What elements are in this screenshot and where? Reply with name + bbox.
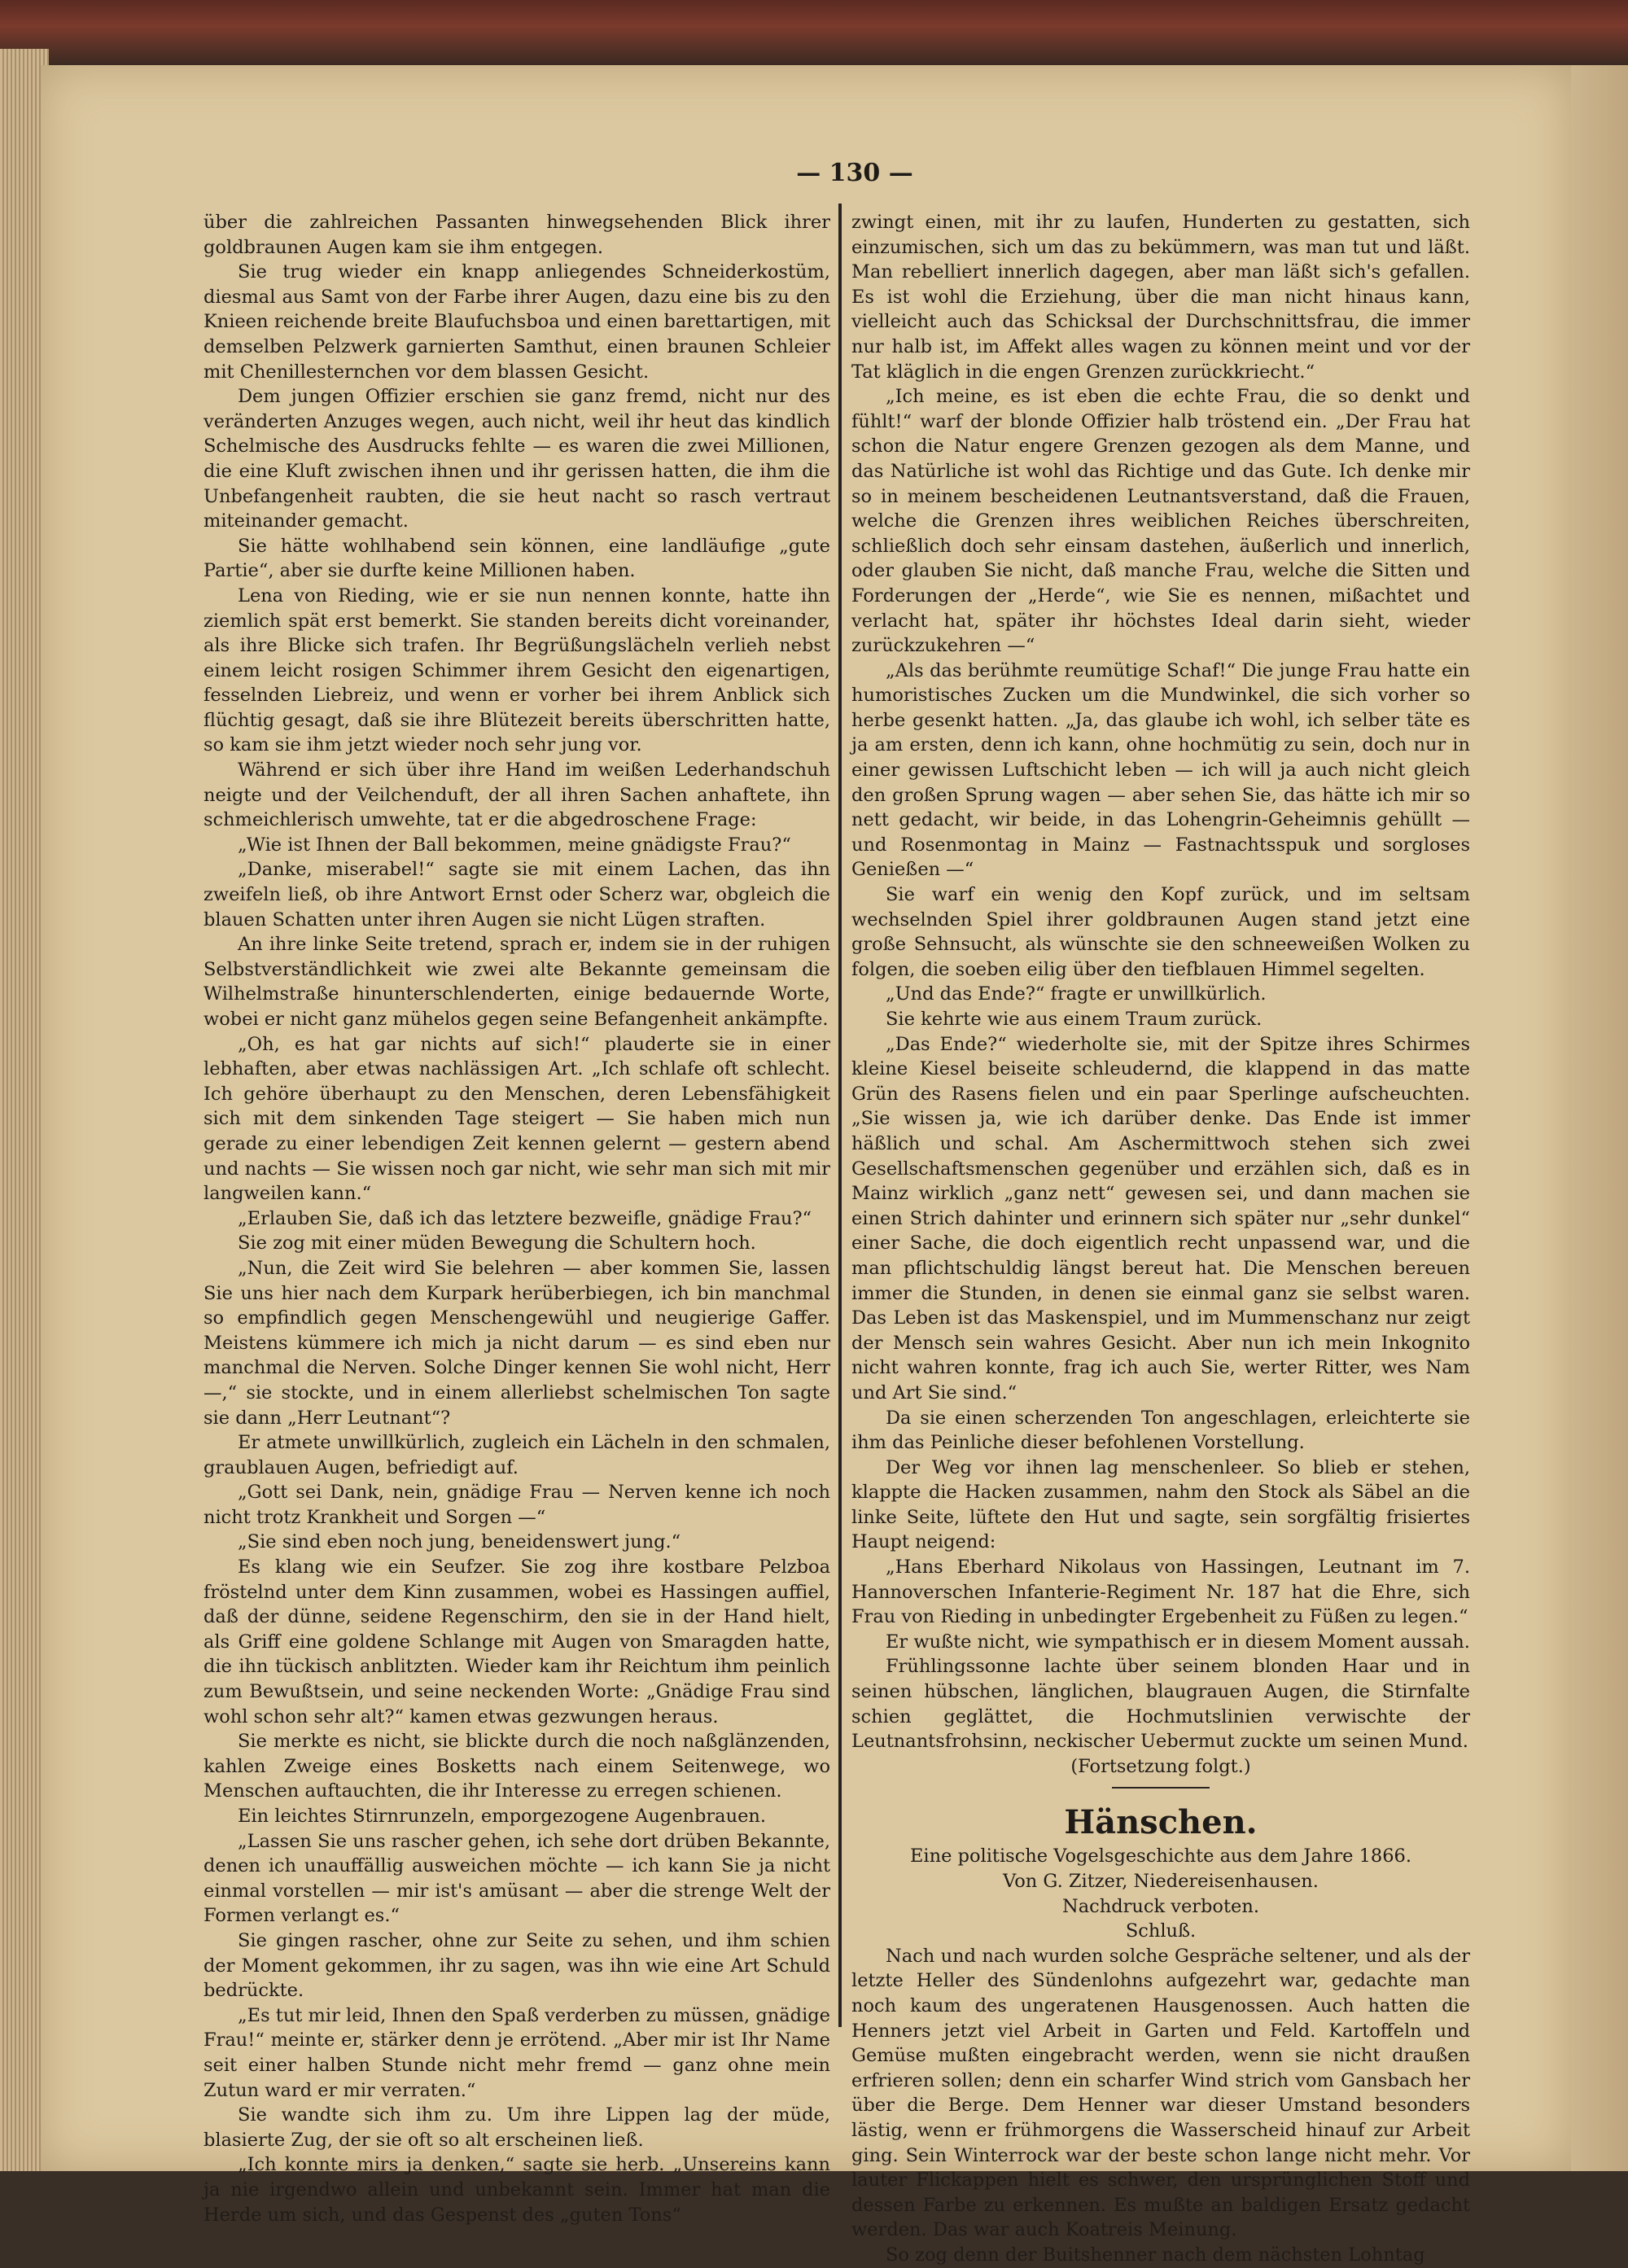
story-title: Hänschen. xyxy=(1064,1803,1258,1842)
paragraph: Es klang wie ein Seufzer. Sie zog ihre kostbare Pelzboa fröstelnd unter dem Kinn zusammen, wobei es Hassingen auffiel, daß der dünne, seidene Regenschirm, den sie in der Hand hielt, als Griff eine goldene Schlange mit Augen von Smaragden hatte, die ihn tückisch anblitzten. Wieder kam ihr Reichtum ihm peinlich zum Bewußtsein, und seine neckenden Worte: „Gnädige Frau sind wohl schon sehr alt?“ kamen etwas gezwungen heraus. xyxy=(204,1557,830,1727)
left-column xyxy=(204,210,830,2227)
paragraph: An ihre linke Seite tretend, sprach er, indem sie in der ruhigen Selbstverständlichkeit wie zwei alte Bekannte gemeinsam die Wilhelmstraße hinunterschlenderten, einige bedauernde Worte, wobei er nicht ganz mühelos gegen seine Befangenheit ankämpfte. xyxy=(204,934,830,1030)
paragraph: Sie kehrte wie aus einem Traum zurück. xyxy=(886,1009,1263,1030)
paragraph: So zog denn der Buitshenner nach dem nächsten Lohntag xyxy=(886,2244,1425,2266)
paragraph: Sie wandte sich ihm zu. Um ihre Lippen lag der müde, blasierte Zug, der sie oft so alt erscheinen ließ. xyxy=(204,2104,830,2151)
right-page-edge xyxy=(1571,65,1628,2171)
continuation-note: (Fortsetzung folgt.) xyxy=(1070,1755,1251,1777)
paragraph: „Wie ist Ihnen der Ball bekommen, meine gnädigste Frau?“ xyxy=(238,834,791,856)
story-author: Von G. Zitzer, Niedereisenhausen. xyxy=(1003,1871,1319,1892)
paragraph: Nach und nach wurden solche Gespräche seltener, und als der letzte Heller des Sündenlohns aufgezehrt war, gedachte man noch kaum des ungeratenen Hausgenossen. Auch hatten die Henners jetzt viel Arbeit in Garten und Feld. Kartoffeln und Gemüse mußten eingebracht werden, wenn sie nicht draußen erfrieren sollen; denn ein scharfer Wind strich vom Gansbach her über die Berge. Dem Henner war dieser Umstand besonders lästig, wenn er frühmorgens die Wasserscheid hinauf zur Arbeit ging. Sein Winterrock war der beste schon lange nicht mehr. Vor lauter Flickappen hielt es schwer, den ursprünglichen Stoff und dessen Farbe zu erkennen. Es mußte an baldigen Ersatz gedacht werden. Das war auch Koatreis Meinung. xyxy=(851,1945,1470,2241)
paragraph: Sie gingen rascher, ohne zur Seite zu sehen, und ihm schien der Moment gekommen, ihr zu sagen, was ihn wie eine Art Schuld bedrückte. xyxy=(204,1929,830,2002)
paragraph: „Und das Ende?“ fragte er unwillkürlich. xyxy=(886,983,1267,1005)
paragraph: „Es tut mir leid, Ihnen den Spaß verderben zu müssen, gnädige Frau!“ meinte er, stärker denn je errötend. „Aber mir ist Ihr Name seit einer halben Stunde nicht mehr fremd — ganz ohne mein Zutun ward er mir verraten.“ xyxy=(204,2004,830,2101)
paragraph: Dem jungen Offizier erschien sie ganz fremd, nicht nur des veränderten Anzuges wegen, auch nicht, weil ihr heut das kindlich Schelmische des Ausdrucks fehlte — es waren die zwei Millionen, die eine Kluft zwischen ihnen und ihr gerissen hatten, die ihm die Unbefangenheit raubten, die sie heut nacht so rasch vertraut miteinander gemacht. xyxy=(204,386,830,532)
story-continuation-text xyxy=(851,210,1470,1754)
paragraph: „Als das berühmte reumütige Schaf!“ Die junge Frau hatte ein humoristisches Zucken um die Mundwinkel, die sich vorher so herbe gesenkt hatten. „Ja, das glaube ich wohl, ich selber täte es ja am ersten, denn ich kann, ohne hochmütig zu sein, doch nur in einer gewissen Luftschicht leben — ich will ja auch nicht gleich den großen Sprung wagen — aber sehen Sie, das hätte ich mir so nett gedacht, wir beide, in das Lohengrin-Geheimnis gehüllt — und Rosenmontag in Mainz — Fastnachtsspuk und sorgloses Genießen —“ xyxy=(851,659,1470,881)
paragraph: Der Weg vor ihnen lag menschenleer. So blieb er stehen, klappte die Hacken zusammen, nahm den Stock als Säbel an die linke Seite, lüftete den Hut und sagte, sein sorgfältig frisiertes Haupt neigend: xyxy=(851,1456,1470,1553)
paragraph: Während er sich über ihre Hand im weißen Lederhandschuh neigte und der Veilchenduft, der all ihren Sachen anhaftete, ihn schmeichlerisch umwehte, tat er die abgedroschene Frage: xyxy=(204,760,830,831)
paragraph: „Das Ende?“ wiederholte sie, mit der Spitze ihres Schirmes kleine Kiesel beiseite schleudernd, die klappend in das matte Grün des Rasens fielen und ein paar Sperlinge aufscheuchten. „Sie wissen ja, wie ich darüber denke. Das Ende ist immer häßlich und schal. Am Aschermittwoch stehen sich zwei Gesellschaftsmenschen gegenüber und erzählen sich, daß es in Mainz wirklich „ganz nett“ gewesen sei, und dann machen sie einen Strich dahinter und erinnern sich später nur „sehr dunkel“ einer Sache, die doch eigentlich recht unpassend war, und die man pflichtschuldig längst bereut hat. Die Menschen bereuen immer die Stunden, in denen sie einmal ganz sie selbst waren. Das Leben ist das Maskenspiel, und im Mummenschanz nur zeigt der Mensch sein wahres Gesicht. Aber nun ich mein Inkognito nicht wahren konnte, frag ich auch Sie, werter Ritter, wes Nam und Art Sie sind.“ xyxy=(851,1033,1470,1403)
story-part: Schluß. xyxy=(1125,1920,1197,1942)
right-column xyxy=(851,210,1470,2268)
paragraph: Sie warf ein wenig den Kopf zurück, und im seltsam wechselnden Spiel ihrer goldbraunen Augen stand jetzt eine große Sehnsucht, als wünschte sie den schneeweißen Wolken zu folgen, die soeben eilig über den tiefblauen Himmel segelten. xyxy=(851,884,1470,980)
paragraph: „Ich konnte mirs ja denken,“ sagte sie herb. „Unsereins kann ja nie irgendwo allein und unbekannt sein. Immer hat man die Herde um sich, und das Gespenst des „guten Tons“ xyxy=(204,2154,830,2226)
paragraph: „Gott sei Dank, nein, gnädige Frau — Nerven kenne ich noch nicht trotz Krankheit und Sorgen —“ xyxy=(204,1482,830,1528)
reprint-notice: Nachdruck verboten. xyxy=(1062,1895,1259,1917)
paragraph: „Ich meine, es ist eben die echte Frau, die so denkt und fühlt!“ warf der blonde Offizier halb tröstend ein. „Der Frau hat schon die Natur engere Grenzen gezogen als dem Manne, und das Natürliche ist wohl das Richtige und das Gute. Ich denke mir so in meinem bescheidenen Leutnantsverstand, daß die Frauen, welche die Grenzen ihres weiblichen Reiches überschreiten, schließlich doch sehr einsam dastehen, äußerlich und innerlich, oder glauben Sie nicht, daß manche Frau, welche die Sitten und Forderungen der „Herde“, wie Sie es nennen, mißachtet und verlacht hat, später ihr höchstes Ideal darin sieht, wieder zurückzukehren —“ xyxy=(851,386,1470,657)
paragraph: Er wußte nicht, wie sympathisch er in diesem Moment aussah. xyxy=(886,1631,1470,1653)
paragraph: „Nun, die Zeit wird Sie belehren — aber kommen Sie, lassen Sie uns hier nach dem Kurpark herüberbiegen, ich bin manchmal so empfindlich gegen Menschengewühl und neugierige Gaffer. Meistens kümmere ich mich ja nicht darum — es sind eben nur manchmal die Nerven. Solche Dinger kennen Sie wohl nicht, Herr —,“ sie stockte, und in einem allerliebst schelmischen Ton sagte sie dann „Herr Leutnant“? xyxy=(204,1257,830,1429)
page-number: — 130 — xyxy=(796,159,913,187)
paragraph: Lena von Rieding, wie er sie nun nennen konnte, hatte ihn ziemlich spät erst bemerkt. Sie standen bereits dicht voreinander, als ihre Blicke sich trafen. Ihr Begrüßungslächeln verlieh nebst einem leicht rosigen Schimmer ihrem Gesicht den eigenartigen, fesselnden Liebreiz, und wenn er vorher bei ihrem Anblick sich flüchtig gesagt, daß sie ihre Blütezeit bereits überschritten hatte, so kam sie ihm jetzt wieder noch sehr jung vor. xyxy=(204,585,830,756)
column-divider xyxy=(838,204,842,2027)
paragraph: „Lassen Sie uns rascher gehen, ich sehe dort drüben Bekannte, denen ich unauffällig ausweichen möchte — ich kann Sie ja nicht einmal vorstellen — mir ist's amüsant — aber die strenge Welt der Formen verlangt es.“ xyxy=(204,1830,830,1927)
paragraph: „Sie sind eben noch jung, beneidenswert jung.“ xyxy=(238,1531,681,1553)
paragraph: „Erlauben Sie, daß ich das letztere bezweifle, gnädige Frau?“ xyxy=(238,1207,812,1229)
paragraph: Sie hätte wohlhabend sein können, eine landläufige „gute Partie“, aber sie durfte keine Millionen haben. xyxy=(204,535,830,582)
paragraph: Sie zog mit einer müden Bewegung die Schultern hoch. xyxy=(238,1233,756,1254)
paragraph: über die zahlreichen Passanten hinwegsehenden Blick ihrer goldbraunen Augen kam sie ihm entgegen. xyxy=(204,212,830,258)
book-binding xyxy=(0,0,1628,65)
story-subtitle: Eine politische Vogelsgeschichte aus dem Jahre 1866. xyxy=(910,1845,1411,1867)
paragraph: „Oh, es hat gar nichts auf sich!“ plauderte sie in einer lebhaften, aber etwas nachlässigen Art. „Ich schlafe oft schlecht. Ich gehöre überhaupt zu den Menschen, deren Lebensfähigkeit sich mit dem sinkenden Tage steigert — Sie haben mich nun gerade zu einer lebendigen Zeit kennen gelernt — gestern abend und nachts — Sie wissen noch gar nicht, wie sehr man sich mit mir langweilen kann.“ xyxy=(204,1033,830,1205)
section-rule xyxy=(1112,1787,1210,1789)
paragraph: „Danke, miserabel!“ sagte sie mit einem Lachen, das ihn zweifeln ließ, ob ihre Antwort Ernst oder Scherz war, obgleich die blauen Schatten unter ihren Augen sie nicht Lügen straften. xyxy=(204,859,830,930)
story-text xyxy=(851,1944,1470,2268)
paragraph: Sie merkte es nicht, sie blickte durch die noch naßglänzenden, kahlen Zweige eines Bosketts nach einem Seitenwege, wo Menschen auftauchten, die ihr Interesse zu erregen schienen. xyxy=(204,1731,830,1802)
paragraph: zwingt einen, mit ihr zu laufen, Hunderten zu gestatten, sich einzumischen, sich um das zu bekümmern, was man tut und läßt. Man rebelliert innerlich dagegen, aber man läßt sich's gefallen. Es ist wohl die Erziehung, über die man nicht hinaus kann, vielleicht auch das Schicksal der Durchschnittsfrau, die immer nur halb ist, im Affekt alles wagen zu können meint und vor der Tat kläglich in die engen Grenzen zurückkriecht.“ xyxy=(851,212,1470,383)
paragraph: Frühlingssonne lachte über seinem blonden Haar und in seinen hübschen, länglichen, blaugrauen Augen, die Stirnfalte schien geglättet, die Hochmutslinien verwischte der Leutnantsfrohsinn, neckischer Uebermut zuckte um seinen Mund. xyxy=(851,1656,1470,1753)
paragraph: „Hans Eberhard Nikolaus von Hassingen, Leutnant im 7. Hannoverschen Infanterie-Regiment Nr. 187 hat die Ehre, sich Frau von Rieding in unbedingter Ergebenheit zu Füßen zu legen.“ xyxy=(851,1557,1470,1628)
paragraph: Er atmete unwillkürlich, zugleich ein Lächeln in den schmalen, graublauen Augen, befriedigt auf. xyxy=(204,1432,830,1478)
paragraph: Ein leichtes Stirnrunzeln, emporgezogene Augenbrauen. xyxy=(238,1806,767,1827)
paragraph: Sie trug wieder ein knapp anliegendes Schneiderkostüm, diesmal aus Samt von der Farbe ihrer Augen, dazu eine bis zu den Knieen reichende breite Blaufuchsboa und einen barettartigen, mit demselben Pelzwerk garnierten Samthut, einen braunen Schleier mit Chenillesternchen vor dem blassen Gesicht. xyxy=(204,261,830,383)
paragraph: Da sie einen scherzenden Ton angeschlagen, erleichterte sie ihm das Peinliche dieser befohlenen Vorstellung. xyxy=(851,1407,1470,1454)
